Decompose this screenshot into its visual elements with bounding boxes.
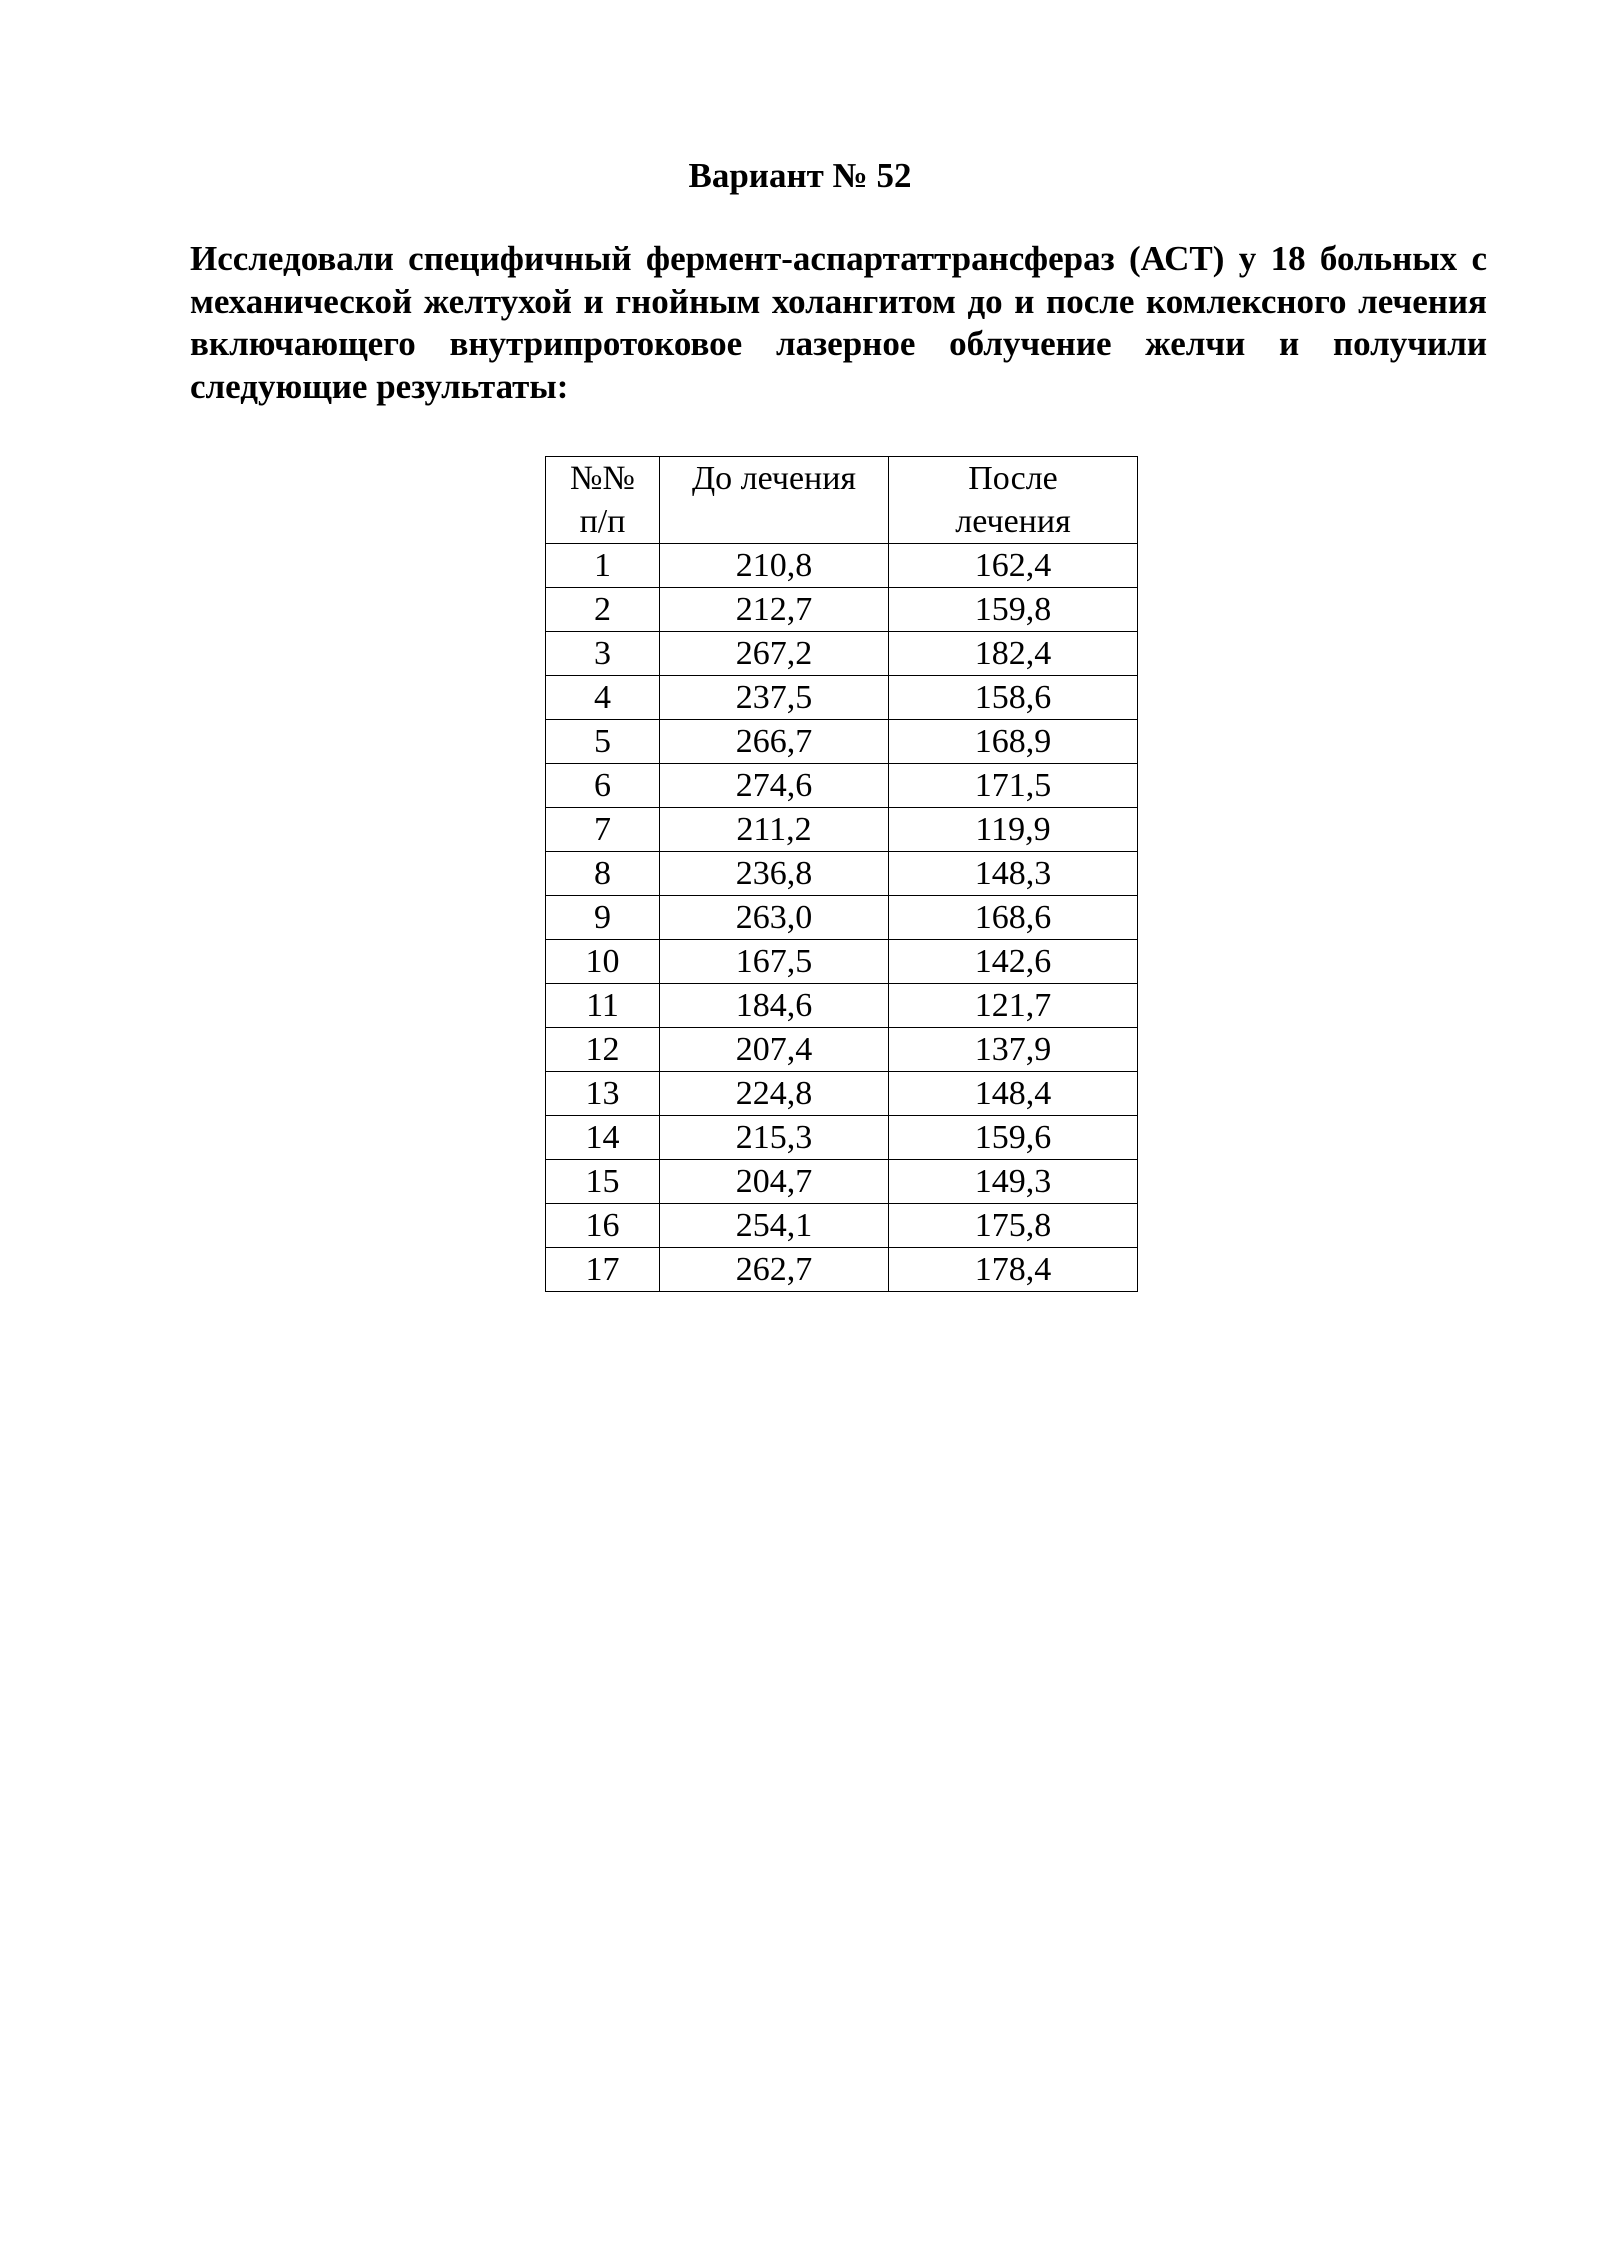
results-table [545,456,1138,1292]
cell-number: 2 [546,588,660,632]
cell-before-treatment: 210,8 [660,544,889,588]
cell-after-treatment: 149,3 [889,1160,1138,1204]
cell-number: 13 [546,1072,660,1116]
table-row [546,1248,1138,1292]
page-title: Вариант № 52 [688,156,912,195]
cell-after-treatment: 121,7 [889,984,1138,1028]
cell-before-treatment: 237,5 [660,676,889,720]
table-row [546,1072,1138,1116]
table-row [546,852,1138,896]
cell-after-treatment: 168,9 [889,720,1138,764]
table-row [546,896,1138,940]
cell-number: 14 [546,1116,660,1160]
cell-after-treatment: 148,4 [889,1072,1138,1116]
table-header-row [546,457,1138,544]
header-number-line-1: №№ [570,460,635,497]
cell-after-treatment: 168,6 [889,896,1138,940]
table-row [546,720,1138,764]
cell-after-treatment: 182,4 [889,632,1138,676]
cell-after-treatment: 142,6 [889,940,1138,984]
cell-before-treatment: 263,0 [660,896,889,940]
table-row [546,588,1138,632]
table-row [546,632,1138,676]
header-after-treatment [889,457,1138,544]
cell-number: 9 [546,896,660,940]
cell-before-treatment: 212,7 [660,588,889,632]
cell-number: 1 [546,544,660,588]
cell-after-treatment: 175,8 [889,1204,1138,1248]
cell-number: 16 [546,1204,660,1248]
cell-after-treatment: 119,9 [889,808,1138,852]
cell-before-treatment: 184,6 [660,984,889,1028]
cell-number: 7 [546,808,660,852]
cell-after-treatment: 178,4 [889,1248,1138,1292]
table-row [546,676,1138,720]
cell-before-treatment: 266,7 [660,720,889,764]
cell-after-treatment: 159,8 [889,588,1138,632]
cell-before-treatment: 236,8 [660,852,889,896]
table-row [546,1028,1138,1072]
cell-after-treatment: 159,6 [889,1116,1138,1160]
cell-before-treatment: 167,5 [660,940,889,984]
cell-number: 17 [546,1248,660,1292]
cell-before-treatment: 224,8 [660,1072,889,1116]
table-row [546,940,1138,984]
cell-before-treatment: 267,2 [660,632,889,676]
cell-after-treatment: 158,6 [889,676,1138,720]
header-before-treatment [660,457,889,544]
cell-after-treatment: 171,5 [889,764,1138,808]
task-description: Исследовали специфичный фермент-аспартаттрансфераз (АСТ) у 18 больных с механической желтухой и гнойным холангитом до и после комлексного лечения включающего внутрипротоковое лазерное облучение желчи и получили следующие результаты: [190,239,1487,406]
header-before-label: До лечения [691,460,857,497]
table-row [546,764,1138,808]
table-row [546,1116,1138,1160]
cell-before-treatment: 254,1 [660,1204,889,1248]
cell-before-treatment: 207,4 [660,1028,889,1072]
header-after-line-1: После [968,460,1058,497]
table-row [546,984,1138,1028]
cell-number: 6 [546,764,660,808]
cell-number: 15 [546,1160,660,1204]
cell-number: 3 [546,632,660,676]
cell-after-treatment: 148,3 [889,852,1138,896]
table-row [546,1160,1138,1204]
table-body [546,544,1138,1292]
table-row [546,808,1138,852]
header-number-line-2: п/п [579,503,626,540]
table-row [546,1204,1138,1248]
cell-number: 8 [546,852,660,896]
cell-number: 11 [546,984,660,1028]
cell-before-treatment: 204,7 [660,1160,889,1204]
cell-before-treatment: 215,3 [660,1116,889,1160]
header-number [546,457,660,544]
cell-number: 5 [546,720,660,764]
cell-after-treatment: 162,4 [889,544,1138,588]
cell-before-treatment: 262,7 [660,1248,889,1292]
cell-number: 12 [546,1028,660,1072]
header-after-line-2: лечения [955,503,1071,540]
cell-before-treatment: 211,2 [660,808,889,852]
cell-before-treatment: 274,6 [660,764,889,808]
table-row [546,544,1138,588]
cell-number: 10 [546,940,660,984]
cell-number: 4 [546,676,660,720]
cell-after-treatment: 137,9 [889,1028,1138,1072]
